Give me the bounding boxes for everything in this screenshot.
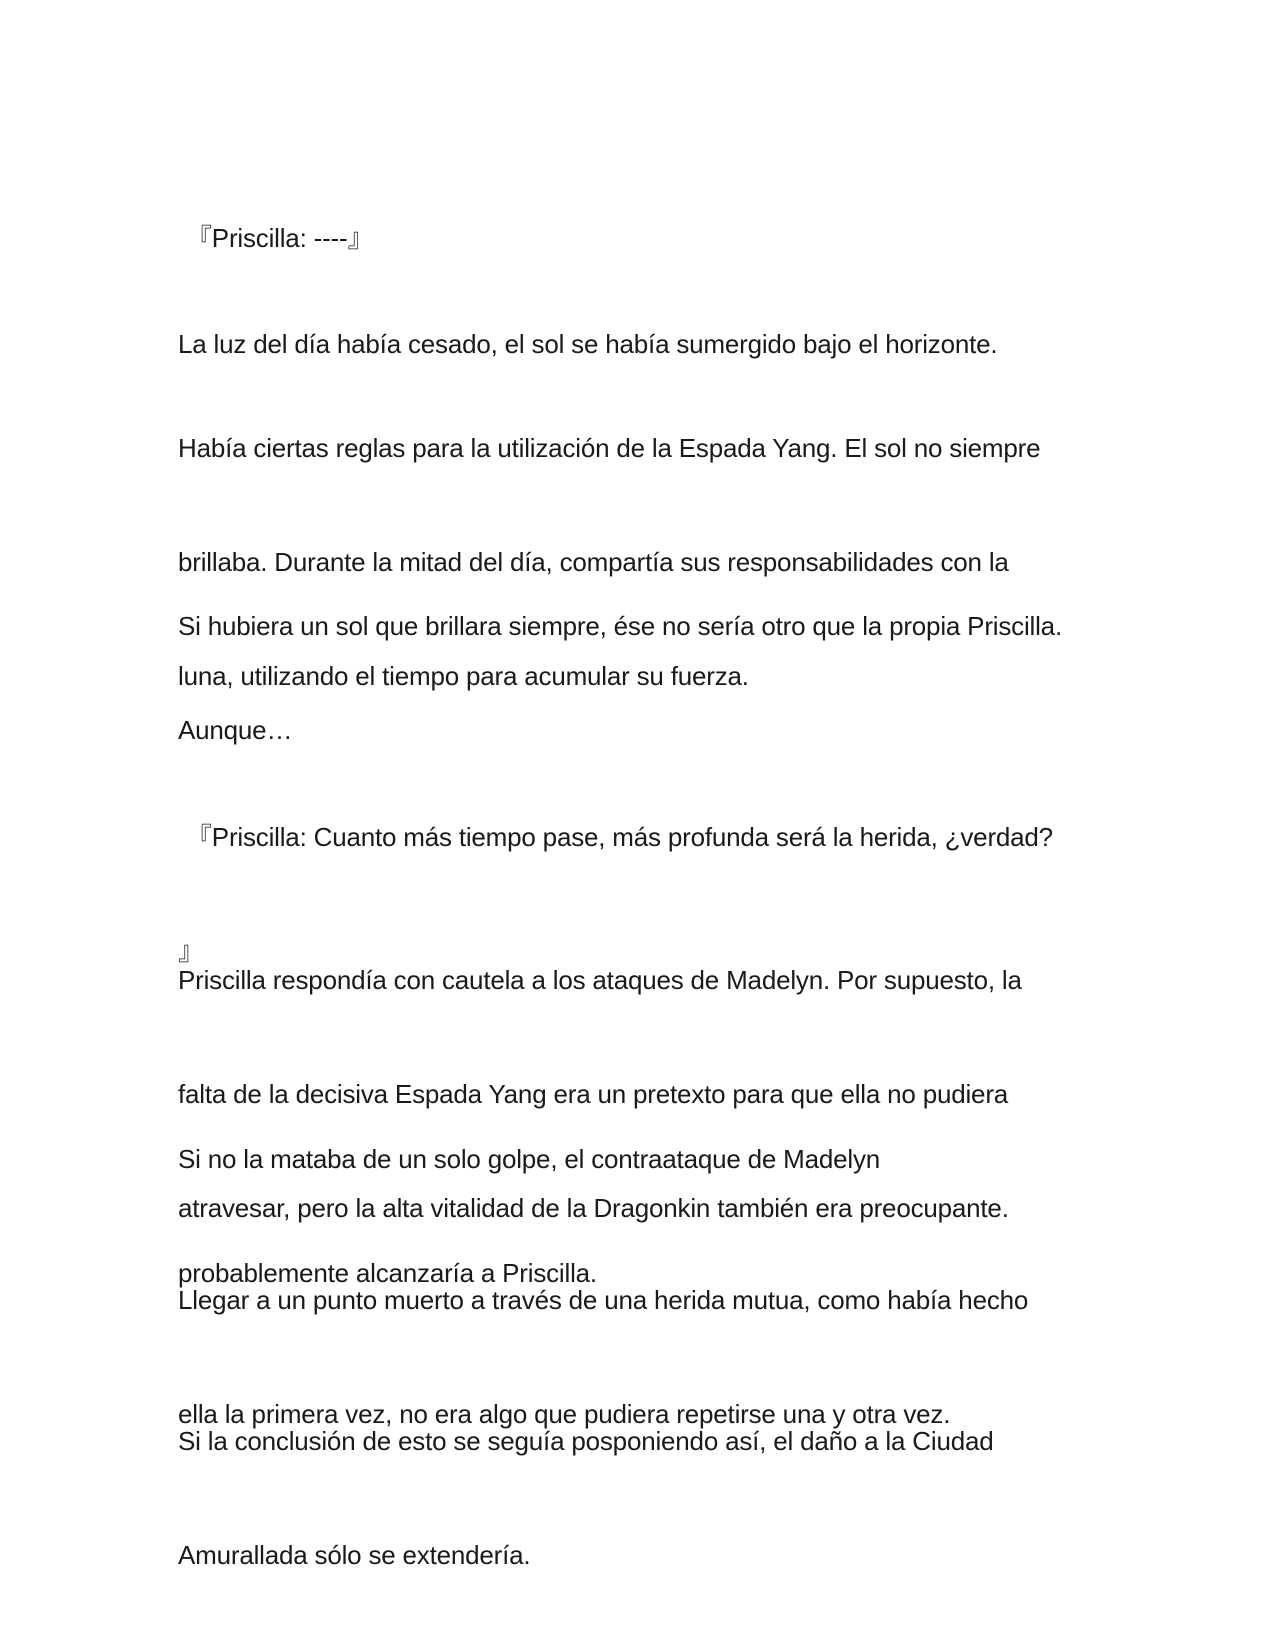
text-line: atravesar, pero la alta vitalidad de la Dragonkin también era preocupante. [178, 1193, 1009, 1223]
text-line: Si la conclusión de esto se seguía posponiendo así, el daño a la Ciudad [178, 1426, 994, 1456]
text-line: Priscilla respondía con cautela a los ataques de Madelyn. Por supuesto, la [178, 965, 1022, 995]
text-line: La luz del día había cesado, el sol se había sumergido bajo el horizonte. [178, 329, 998, 359]
text-line: Si no la mataba de un solo golpe, el contraataque de Madelyn [178, 1144, 881, 1174]
text-line: Aunque… [178, 715, 293, 745]
text-line: brillaba. Durante la mitad del día, compartía sus responsabilidades con la [178, 547, 1009, 577]
text-line: Había ciertas reglas para la utilización de la Espada Yang. El sol no siempre [178, 433, 1041, 463]
text-line: Llegar a un punto muerto a través de una herida mutua, como había hecho [178, 1285, 1029, 1315]
text-line: probablemente alcanzaría a Priscilla. [178, 1258, 597, 1288]
text-line: luna, utilizando el tiempo para acumular su fuerza. [178, 661, 749, 691]
text-line: 『Priscilla: Cuanto más tiempo pase, más profunda será la herida, ¿verdad? [186, 822, 1053, 852]
text-line: 『Priscilla: ----』 [186, 223, 374, 253]
text-line: Amurallada sólo se extendería. [178, 1540, 531, 1570]
text-line: falta de la decisiva Espada Yang era un pretexto para que ella no pudiera [178, 1079, 1009, 1109]
text-line: Si hubiera un sol que brillara siempre, ése no sería otro que la propia Priscilla. [178, 611, 1062, 641]
text-line: ella la primera vez, no era algo que pudiera repetirse una y otra vez. [178, 1399, 951, 1429]
paragraph-8 [178, 1346, 1118, 1650]
text-line: 』 [178, 936, 204, 966]
